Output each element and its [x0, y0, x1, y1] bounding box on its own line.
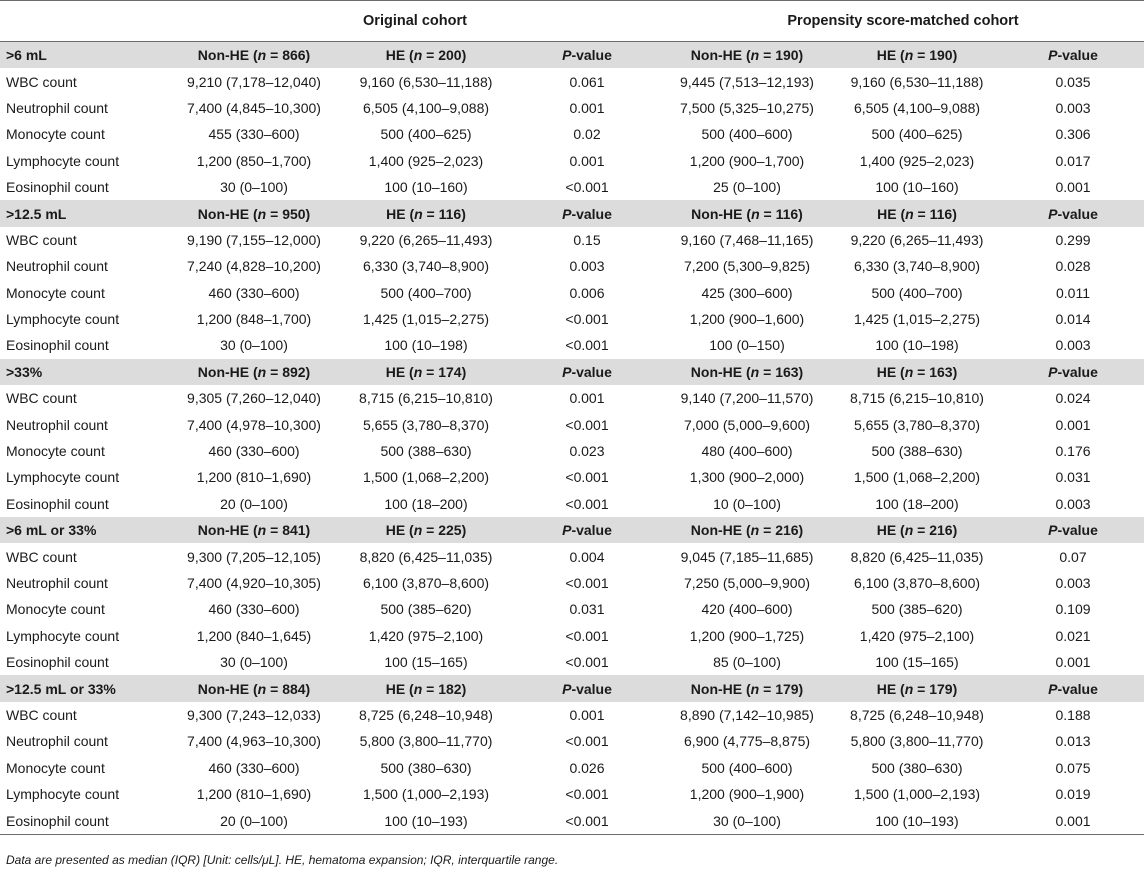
value-cell: 500 (380–630)	[340, 755, 512, 781]
group-header-row	[0, 200, 1144, 226]
group-column-header: HE (n = 190)	[832, 42, 1002, 69]
threshold-label: >12.5 mL or 33%	[0, 675, 168, 701]
row-label: Neutrophil count	[0, 253, 168, 279]
p-value-cell: 0.023	[512, 438, 662, 464]
value-cell: 460 (330–600)	[168, 755, 340, 781]
value-cell: 8,820 (6,425–11,035)	[832, 543, 1002, 569]
group-header-row	[0, 517, 1144, 543]
value-cell: 100 (10–160)	[832, 174, 1002, 200]
value-cell: 1,200 (848–1,700)	[168, 306, 340, 332]
value-cell: 1,200 (840–1,645)	[168, 623, 340, 649]
table-row	[0, 755, 1144, 781]
value-cell: 460 (330–600)	[168, 438, 340, 464]
value-cell: 7,400 (4,963–10,300)	[168, 728, 340, 754]
value-cell: 9,300 (7,243–12,033)	[168, 702, 340, 728]
group-column-header: Non-HE (n = 179)	[662, 675, 832, 701]
value-cell: 1,200 (810–1,690)	[168, 781, 340, 807]
cohort-header-row	[0, 1, 1144, 42]
value-cell: 9,220 (6,265–11,493)	[340, 227, 512, 253]
table-row	[0, 464, 1144, 490]
table-row	[0, 438, 1144, 464]
value-cell: 420 (400–600)	[662, 596, 832, 622]
value-cell: 500 (385–620)	[340, 596, 512, 622]
row-label: Eosinophil count	[0, 649, 168, 675]
table-row	[0, 623, 1144, 649]
table-row	[0, 649, 1144, 675]
table-row	[0, 148, 1144, 174]
p-value-column-header: P-value	[512, 675, 662, 701]
table-bottom-rule	[0, 834, 1144, 835]
table-row	[0, 385, 1144, 411]
value-cell: 9,190 (7,155–12,000)	[168, 227, 340, 253]
value-cell: 7,400 (4,845–10,300)	[168, 95, 340, 121]
value-cell: 20 (0–100)	[168, 807, 340, 833]
value-cell: 8,715 (6,215–10,810)	[340, 385, 512, 411]
value-cell: 1,420 (975–2,100)	[340, 623, 512, 649]
value-cell: 460 (330–600)	[168, 596, 340, 622]
table-row	[0, 95, 1144, 121]
p-value-cell: 0.001	[1002, 174, 1144, 200]
p-value-cell: 0.014	[1002, 306, 1144, 332]
p-value-column-header: P-value	[1002, 517, 1144, 543]
value-cell: 9,160 (6,530–11,188)	[832, 68, 1002, 94]
row-label: Lymphocyte count	[0, 464, 168, 490]
value-cell: 1,200 (900–1,700)	[662, 148, 832, 174]
value-cell: 1,200 (900–1,725)	[662, 623, 832, 649]
row-label: Monocyte count	[0, 438, 168, 464]
p-value-cell: 0.035	[1002, 68, 1144, 94]
table-body	[0, 1, 1144, 834]
value-cell: 9,445 (7,513–12,193)	[662, 68, 832, 94]
row-label: Lymphocyte count	[0, 306, 168, 332]
p-value-cell: 0.001	[1002, 411, 1144, 437]
p-value-column-header: P-value	[1002, 675, 1144, 701]
row-label: Eosinophil count	[0, 332, 168, 358]
value-cell: 7,000 (5,000–9,600)	[662, 411, 832, 437]
value-cell: 9,140 (7,200–11,570)	[662, 385, 832, 411]
threshold-label: >6 mL or 33%	[0, 517, 168, 543]
table-row	[0, 702, 1144, 728]
p-value-cell: 0.021	[1002, 623, 1144, 649]
group-column-header: HE (n = 174)	[340, 359, 512, 385]
value-cell: 30 (0–100)	[168, 649, 340, 675]
group-column-header: Non-HE (n = 866)	[168, 42, 340, 69]
group-column-header: Non-HE (n = 190)	[662, 42, 832, 69]
value-cell: 1,400 (925–2,023)	[340, 148, 512, 174]
value-cell: 6,505 (4,100–9,088)	[340, 95, 512, 121]
row-label: WBC count	[0, 227, 168, 253]
value-cell: 6,100 (3,870–8,600)	[832, 570, 1002, 596]
row-label: Eosinophil count	[0, 491, 168, 517]
table-row	[0, 253, 1144, 279]
row-label: WBC count	[0, 68, 168, 94]
p-value-cell: 0.02	[512, 121, 662, 147]
value-cell: 9,045 (7,185–11,685)	[662, 543, 832, 569]
p-value-column-header: P-value	[512, 200, 662, 226]
p-value-cell: 0.176	[1002, 438, 1144, 464]
table-row	[0, 543, 1144, 569]
original-cohort-header: Original cohort	[363, 13, 467, 29]
value-cell: 100 (10–198)	[340, 332, 512, 358]
p-value-cell: 0.07	[1002, 543, 1144, 569]
p-value-cell: <0.001	[512, 728, 662, 754]
row-label: Monocyte count	[0, 755, 168, 781]
value-cell: 7,200 (5,300–9,825)	[662, 253, 832, 279]
value-cell: 5,655 (3,780–8,370)	[340, 411, 512, 437]
p-value-cell: 0.031	[1002, 464, 1144, 490]
threshold-label: >33%	[0, 359, 168, 385]
table-row	[0, 227, 1144, 253]
group-column-header: HE (n = 179)	[832, 675, 1002, 701]
p-value-cell: <0.001	[512, 491, 662, 517]
p-value-cell: 0.188	[1002, 702, 1144, 728]
p-value-cell: <0.001	[512, 649, 662, 675]
value-cell: 500 (385–620)	[832, 596, 1002, 622]
table-row	[0, 807, 1144, 833]
group-header-row	[0, 42, 1144, 69]
value-cell: 500 (380–630)	[832, 755, 1002, 781]
p-value-column-header: P-value	[512, 42, 662, 69]
p-value-cell: <0.001	[512, 570, 662, 596]
p-value-cell: <0.001	[512, 174, 662, 200]
value-cell: 455 (330–600)	[168, 121, 340, 147]
row-label: Lymphocyte count	[0, 623, 168, 649]
table-row	[0, 781, 1144, 807]
value-cell: 100 (18–200)	[340, 491, 512, 517]
p-value-cell: <0.001	[512, 306, 662, 332]
group-column-header: HE (n = 163)	[832, 359, 1002, 385]
value-cell: 20 (0–100)	[168, 491, 340, 517]
table-row	[0, 411, 1144, 437]
table-row	[0, 596, 1144, 622]
p-value-cell: 0.004	[512, 543, 662, 569]
value-cell: 30 (0–100)	[168, 332, 340, 358]
value-cell: 100 (15–165)	[340, 649, 512, 675]
p-value-cell: 0.001	[512, 95, 662, 121]
matched-cohort-header: Propensity score-matched cohort	[787, 13, 1019, 29]
value-cell: 7,400 (4,920–10,305)	[168, 570, 340, 596]
value-cell: 5,655 (3,780–8,370)	[832, 411, 1002, 437]
p-value-cell: 0.061	[512, 68, 662, 94]
value-cell: 460 (330–600)	[168, 280, 340, 306]
p-value-cell: 0.109	[1002, 596, 1144, 622]
row-label: WBC count	[0, 702, 168, 728]
value-cell: 500 (400–625)	[340, 121, 512, 147]
p-value-cell: <0.001	[512, 807, 662, 833]
group-column-header: HE (n = 200)	[340, 42, 512, 69]
table-row	[0, 68, 1144, 94]
value-cell: 100 (10–193)	[832, 807, 1002, 833]
group-column-header: Non-HE (n = 950)	[168, 200, 340, 226]
value-cell: 6,330 (3,740–8,900)	[340, 253, 512, 279]
group-column-header: Non-HE (n = 163)	[662, 359, 832, 385]
group-column-header: Non-HE (n = 216)	[662, 517, 832, 543]
value-cell: 7,400 (4,978–10,300)	[168, 411, 340, 437]
value-cell: 1,200 (850–1,700)	[168, 148, 340, 174]
p-value-cell: 0.001	[1002, 807, 1144, 833]
table-row	[0, 121, 1144, 147]
p-value-cell: <0.001	[512, 781, 662, 807]
value-cell: 480 (400–600)	[662, 438, 832, 464]
p-value-cell: 0.001	[512, 385, 662, 411]
value-cell: 9,305 (7,260–12,040)	[168, 385, 340, 411]
p-value-column-header: P-value	[1002, 359, 1144, 385]
value-cell: 30 (0–100)	[168, 174, 340, 200]
value-cell: 1,500 (1,000–2,193)	[340, 781, 512, 807]
row-label: Neutrophil count	[0, 728, 168, 754]
value-cell: 100 (18–200)	[832, 491, 1002, 517]
group-column-header: Non-HE (n = 884)	[168, 675, 340, 701]
p-value-cell: 0.017	[1002, 148, 1144, 174]
p-value-cell: 0.031	[512, 596, 662, 622]
p-value-cell: 0.019	[1002, 781, 1144, 807]
value-cell: 8,725 (6,248–10,948)	[832, 702, 1002, 728]
value-cell: 25 (0–100)	[662, 174, 832, 200]
value-cell: 1,500 (1,068–2,200)	[832, 464, 1002, 490]
p-value-cell: <0.001	[512, 623, 662, 649]
group-column-header: Non-HE (n = 892)	[168, 359, 340, 385]
p-value-cell: 0.003	[1002, 332, 1144, 358]
row-label: Lymphocyte count	[0, 148, 168, 174]
group-column-header: HE (n = 216)	[832, 517, 1002, 543]
p-value-cell: 0.299	[1002, 227, 1144, 253]
group-header-row	[0, 359, 1144, 385]
value-cell: 8,725 (6,248–10,948)	[340, 702, 512, 728]
value-cell: 7,240 (4,828–10,200)	[168, 253, 340, 279]
group-column-header: HE (n = 116)	[832, 200, 1002, 226]
value-cell: 1,300 (900–2,000)	[662, 464, 832, 490]
threshold-label: >12.5 mL	[0, 200, 168, 226]
p-value-column-header: P-value	[512, 359, 662, 385]
row-label: Neutrophil count	[0, 95, 168, 121]
p-value-cell: 0.003	[1002, 491, 1144, 517]
value-cell: 6,900 (4,775–8,875)	[662, 728, 832, 754]
group-column-header: HE (n = 182)	[340, 675, 512, 701]
value-cell: 7,500 (5,325–10,275)	[662, 95, 832, 121]
value-cell: 1,425 (1,015–2,275)	[832, 306, 1002, 332]
row-label: Monocyte count	[0, 280, 168, 306]
value-cell: 1,500 (1,000–2,193)	[832, 781, 1002, 807]
p-value-cell: <0.001	[512, 464, 662, 490]
value-cell: 100 (0–150)	[662, 332, 832, 358]
value-cell: 6,330 (3,740–8,900)	[832, 253, 1002, 279]
group-column-header: HE (n = 116)	[340, 200, 512, 226]
p-value-cell: 0.028	[1002, 253, 1144, 279]
value-cell: 9,160 (6,530–11,188)	[340, 68, 512, 94]
table-row	[0, 280, 1144, 306]
value-cell: 10 (0–100)	[662, 491, 832, 517]
table-footnote: Data are presented as median (IQR) [Unit: cells/μL]. HE, hematoma expansion; IQR, interquartile range.	[6, 852, 559, 867]
p-value-cell: 0.001	[512, 148, 662, 174]
p-value-cell: 0.024	[1002, 385, 1144, 411]
value-cell: 500 (400–700)	[832, 280, 1002, 306]
value-cell: 500 (388–630)	[832, 438, 1002, 464]
value-cell: 1,400 (925–2,023)	[832, 148, 1002, 174]
value-cell: 9,300 (7,205–12,105)	[168, 543, 340, 569]
row-label: Monocyte count	[0, 121, 168, 147]
p-value-cell: <0.001	[512, 332, 662, 358]
value-cell: 9,210 (7,178–12,040)	[168, 68, 340, 94]
value-cell: 8,820 (6,425–11,035)	[340, 543, 512, 569]
value-cell: 500 (388–630)	[340, 438, 512, 464]
p-value-cell: 0.001	[512, 702, 662, 728]
threshold-label: >6 mL	[0, 42, 168, 69]
value-cell: 1,200 (900–1,600)	[662, 306, 832, 332]
value-cell: 1,200 (810–1,690)	[168, 464, 340, 490]
value-cell: 500 (400–600)	[662, 755, 832, 781]
p-value-cell: 0.006	[512, 280, 662, 306]
table-row	[0, 174, 1144, 200]
p-value-cell: <0.001	[512, 411, 662, 437]
value-cell: 500 (400–600)	[662, 121, 832, 147]
row-label: Eosinophil count	[0, 807, 168, 833]
value-cell: 6,505 (4,100–9,088)	[832, 95, 1002, 121]
p-value-cell: 0.003	[512, 253, 662, 279]
p-value-cell: 0.003	[1002, 570, 1144, 596]
value-cell: 500 (400–700)	[340, 280, 512, 306]
group-header-row	[0, 675, 1144, 701]
value-cell: 100 (10–193)	[340, 807, 512, 833]
p-value-cell: 0.013	[1002, 728, 1144, 754]
row-label: Eosinophil count	[0, 174, 168, 200]
p-value-cell: 0.001	[1002, 649, 1144, 675]
p-value-cell: 0.15	[512, 227, 662, 253]
value-cell: 9,160 (7,468–11,165)	[662, 227, 832, 253]
value-cell: 100 (10–198)	[832, 332, 1002, 358]
row-label: Monocyte count	[0, 596, 168, 622]
table-row	[0, 491, 1144, 517]
table-row	[0, 728, 1144, 754]
p-value-cell: 0.026	[512, 755, 662, 781]
table-row	[0, 306, 1144, 332]
p-value-cell: 0.075	[1002, 755, 1144, 781]
p-value-cell: 0.306	[1002, 121, 1144, 147]
value-cell: 425 (300–600)	[662, 280, 832, 306]
group-column-header: Non-HE (n = 841)	[168, 517, 340, 543]
group-column-header: HE (n = 225)	[340, 517, 512, 543]
value-cell: 7,250 (5,000–9,900)	[662, 570, 832, 596]
p-value-column-header: P-value	[512, 517, 662, 543]
group-column-header: Non-HE (n = 116)	[662, 200, 832, 226]
table-row	[0, 332, 1144, 358]
p-value-column-header: P-value	[1002, 200, 1144, 226]
value-cell: 1,420 (975–2,100)	[832, 623, 1002, 649]
value-cell: 9,220 (6,265–11,493)	[832, 227, 1002, 253]
value-cell: 500 (400–625)	[832, 121, 1002, 147]
p-value-cell: 0.003	[1002, 95, 1144, 121]
row-label: Neutrophil count	[0, 411, 168, 437]
table-row	[0, 570, 1144, 596]
value-cell: 8,715 (6,215–10,810)	[832, 385, 1002, 411]
value-cell: 5,800 (3,800–11,770)	[832, 728, 1002, 754]
value-cell: 100 (15–165)	[832, 649, 1002, 675]
p-value-cell: 0.011	[1002, 280, 1144, 306]
row-label: Lymphocyte count	[0, 781, 168, 807]
value-cell: 1,500 (1,068–2,200)	[340, 464, 512, 490]
p-value-column-header: P-value	[1002, 42, 1144, 69]
row-label: Neutrophil count	[0, 570, 168, 596]
cohort-header-blank	[0, 1, 168, 42]
value-cell: 5,800 (3,800–11,770)	[340, 728, 512, 754]
value-cell: 1,200 (900–1,900)	[662, 781, 832, 807]
value-cell: 6,100 (3,870–8,600)	[340, 570, 512, 596]
value-cell: 30 (0–100)	[662, 807, 832, 833]
value-cell: 85 (0–100)	[662, 649, 832, 675]
value-cell: 1,425 (1,015–2,275)	[340, 306, 512, 332]
row-label: WBC count	[0, 543, 168, 569]
value-cell: 100 (10–160)	[340, 174, 512, 200]
row-label: WBC count	[0, 385, 168, 411]
value-cell: 8,890 (7,142–10,985)	[662, 702, 832, 728]
